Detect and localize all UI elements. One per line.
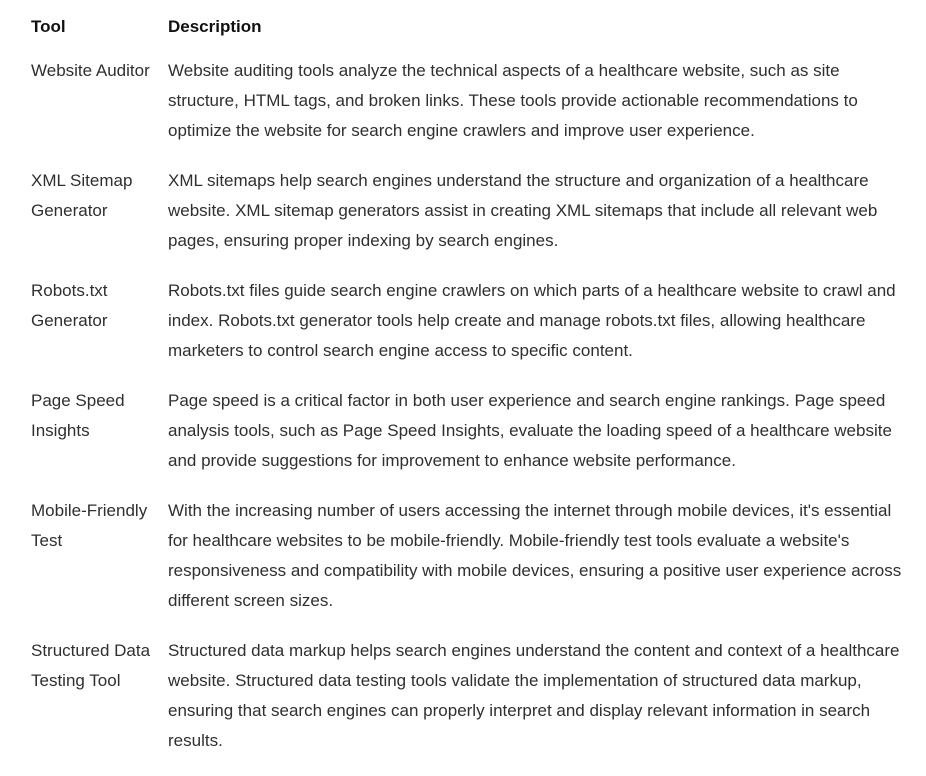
tool-name: XML Sitemap Generator (31, 171, 133, 220)
tool-name: Website Auditor (31, 61, 150, 80)
table-row (20, 56, 920, 166)
column-header-description: Description (168, 17, 262, 36)
tool-name: Robots.txt Generator (31, 281, 108, 330)
tool-name: Structured Data Testing Tool (31, 641, 151, 690)
table-row (20, 386, 920, 496)
tool-name: Page Speed Insights (31, 391, 125, 440)
tool-description: Structured data markup helps search engines understand the content and context of a healthcare website. Structured data testing tools validate the implementation of structured data markup, ensuring that search engines can properly interpret and display relevant information in search results. (168, 641, 900, 750)
table-row (20, 496, 920, 636)
table-header-row (20, 10, 920, 56)
tool-description: XML sitemaps help search engines understand the structure and organization of a healthcare website. XML sitemap generators assist in creating XML sitemaps that include all relevant web pages, ensuring proper indexing by search engines. (168, 171, 878, 250)
tool-description: Robots.txt files guide search engine crawlers on which parts of a healthcare website to crawl and index. Robots.txt generator tools help create and manage robots.txt files, allowing healthcare marketers to control search engine access to specific content. (168, 281, 896, 360)
tool-description: With the increasing number of users accessing the internet through mobile devices, it's essential for healthcare websites to be mobile-friendly. Mobile-friendly test tools evaluate a website's responsiveness and compatibility with mobile devices, ensuring a positive user experience across different screen sizes. (168, 501, 902, 610)
table-row (20, 276, 920, 386)
tool-description: Website auditing tools analyze the technical aspects of a healthcare website, such as site structure, HTML tags, and broken links. These tools provide actionable recommendations to optimize the website for search engine crawlers and improve user experience. (168, 61, 858, 140)
column-header-tool: Tool (31, 17, 66, 36)
tool-description: Page speed is a critical factor in both user experience and search engine rankings. Page speed analysis tools, such as Page Speed Insights, evaluate the loading speed of a healthcare website and provide suggestions for improvement to enhance website performance. (168, 391, 892, 470)
table-row (20, 166, 920, 276)
table-row (20, 636, 920, 776)
seo-tools-table (20, 10, 920, 776)
tool-name: Mobile-Friendly Test (31, 501, 148, 550)
